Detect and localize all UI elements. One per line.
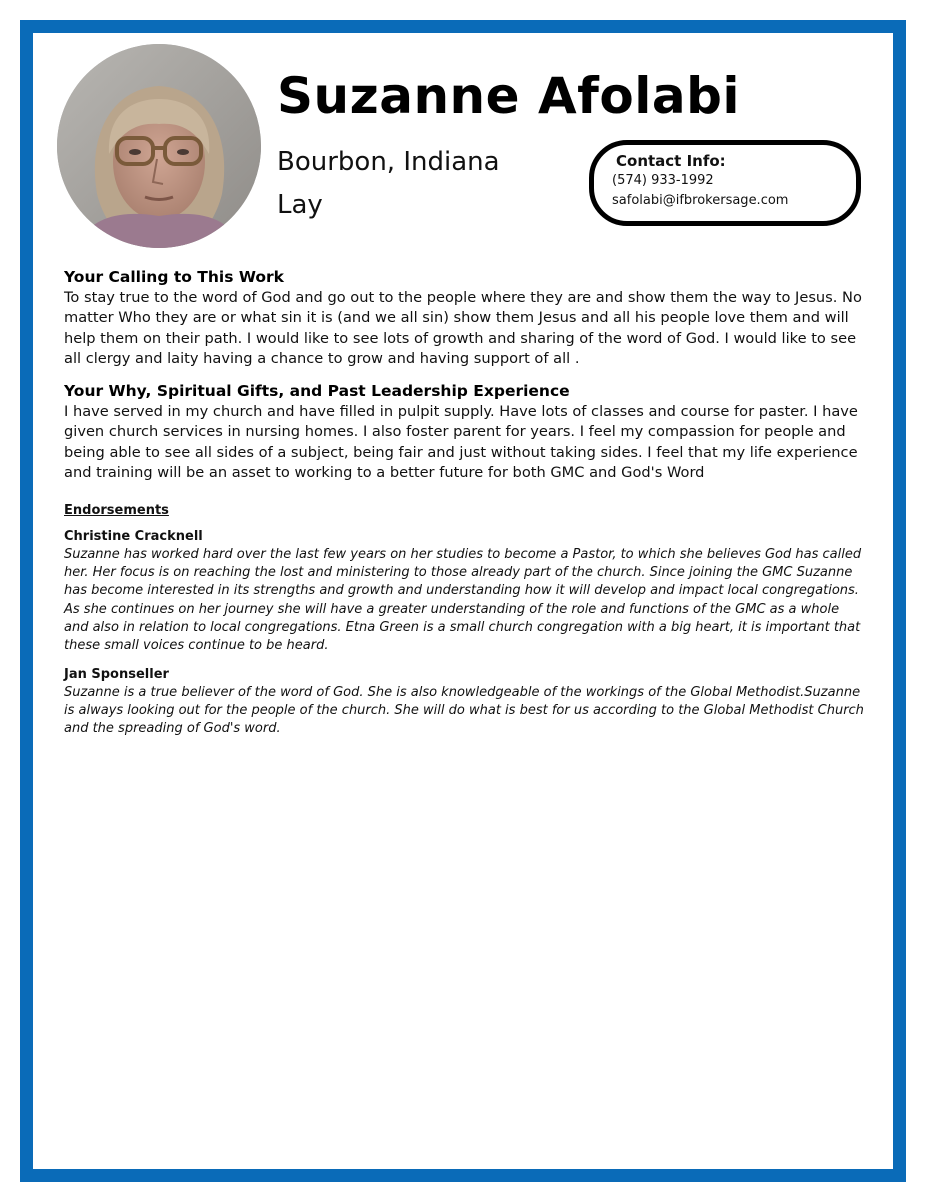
contact-info-box: [589, 140, 861, 226]
endorsement-item: [64, 528, 864, 655]
profile-photo: [57, 44, 261, 248]
contact-phone[interactable]: (574) 933-1992: [612, 173, 714, 188]
portrait-image: [57, 44, 261, 248]
calling-section-title: Your Calling to This Work: [64, 268, 284, 286]
calling-section-body: To stay true to the word of God and go out to the people where they are and show them the way to Jesus. No matter Who they are or what sin it is (and we all sin) show them Jesus and all his people love them and will help them on their path. I would like to see lots of growth and sharing of the word of God. I would like to see all clergy and laity having a chance to grow and having support of all .: [64, 289, 862, 368]
endorsements-heading: Endorsements: [64, 503, 169, 518]
endorser-name: Jan Sponseller: [64, 667, 169, 682]
calling-section: [64, 266, 864, 370]
experience-section-body: I have served in my church and have filled in pulpit supply. Have lots of classes and course for paster. I have given church services in nursing homes. I also foster parent for years. I feel my compassion for people and being able to see all sides of a subject, being fair and just without taking sides. I feel that my life experience and training will be an asset to working to a better future for both GMC and God's Word: [64, 403, 858, 482]
candidate-role: Lay: [277, 190, 323, 220]
contact-email[interactable]: safolabi@ifbrokersage.com: [612, 193, 789, 208]
candidate-name: Suzanne Afolabi: [277, 67, 741, 125]
experience-section-title: Your Why, Spiritual Gifts, and Past Leadership Experience: [64, 382, 570, 400]
endorser-name: Christine Cracknell: [64, 529, 203, 544]
experience-section: [64, 380, 864, 484]
endorsement-text: Suzanne has worked hard over the last few years on her studies to become a Pastor, to which she believes God has called her. Her focus is on reaching the lost and ministering to those already part of the church. Since joining the GMC Suzanne has become interested in its strengths and growth and understanding how it will develop and impact local congregations. As she continues on her journey she will have a greater understanding of the role and functions of the GMC as a whole and also in relation to local congregations. Etna Green is a small church congregation with a big heart, it is important that these small voices continue to be heard.: [64, 547, 862, 654]
endorsement-item: [64, 666, 864, 739]
endorsement-text: Suzanne is a true believer of the word of God. She is also knowledgeable of the workings of the Global Methodist.Suzanne is always looking out for the people of the church. She will do what is best for us according to the Global Methodist Church and the spreading of God's word.: [64, 685, 864, 737]
contact-info-title: Contact Info:: [616, 152, 726, 170]
candidate-location: Bourbon, Indiana: [277, 147, 500, 177]
